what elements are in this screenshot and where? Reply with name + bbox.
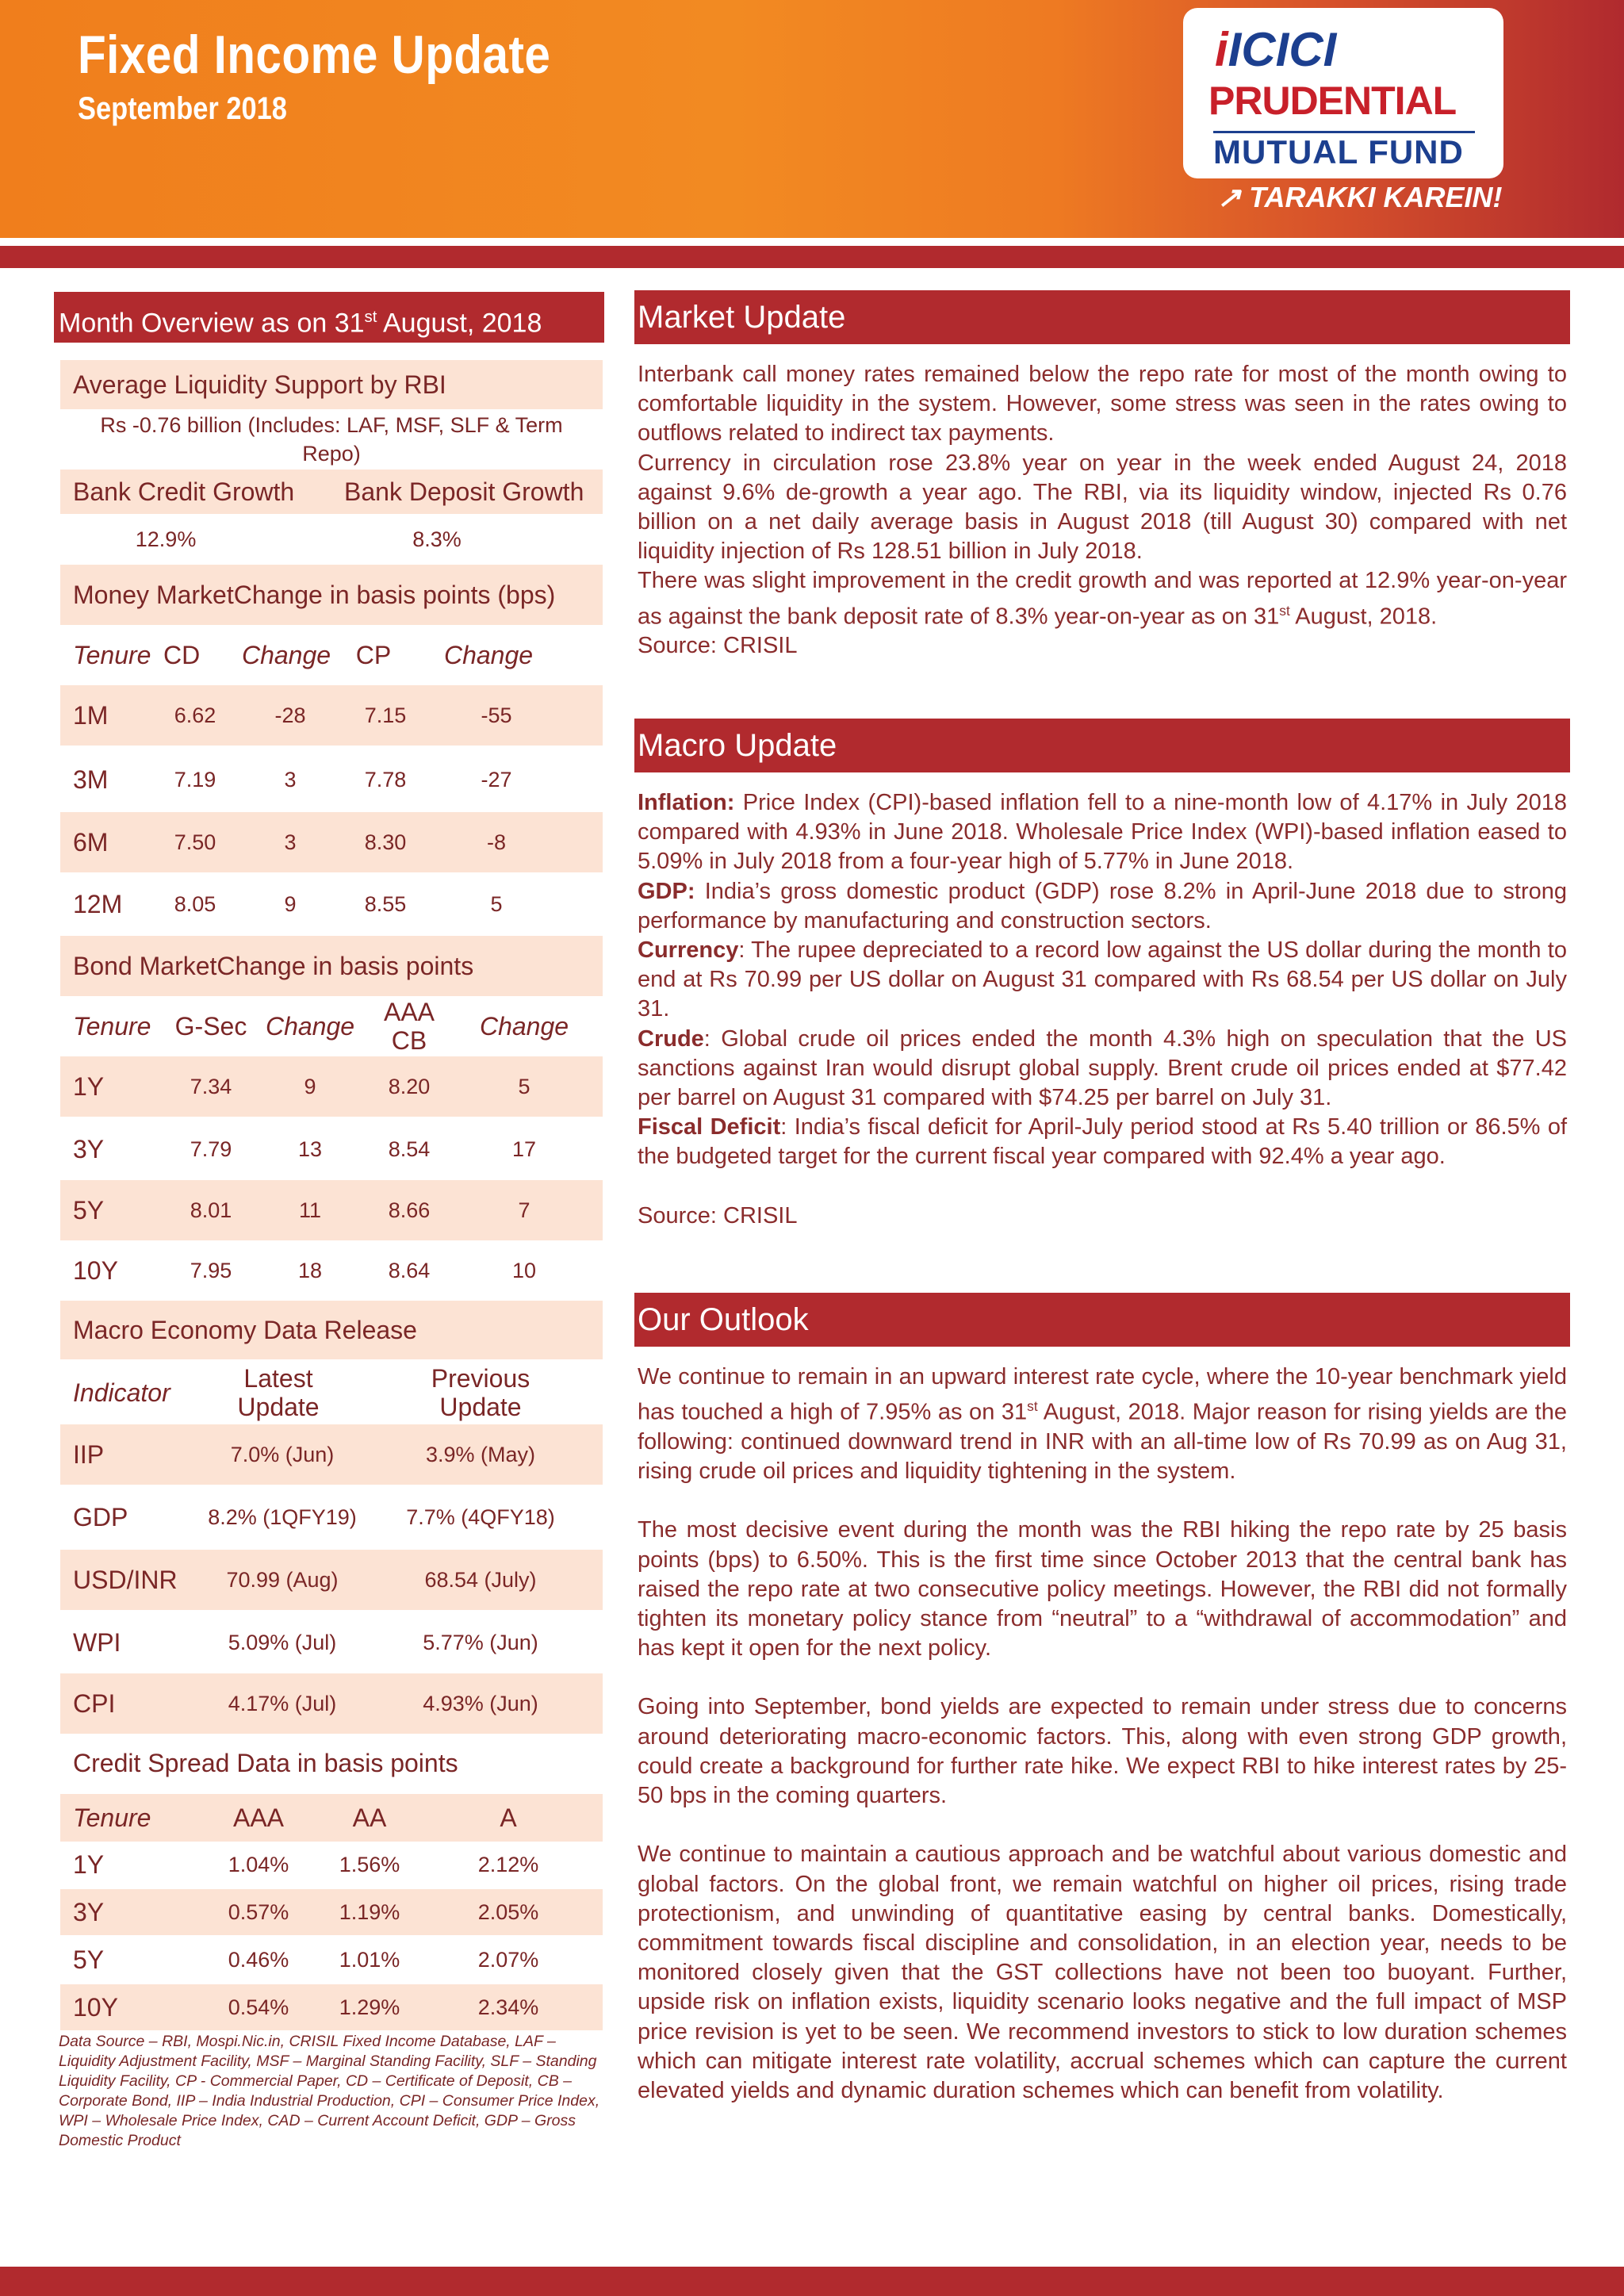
- macro-data-label: Macro Economy Data Release: [60, 1301, 603, 1359]
- table-row: 3M 7.19 3 7.78 -27: [73, 765, 512, 794]
- table-row: 3Y 7.79 13 8.54 17: [73, 1134, 537, 1163]
- credit-spread-header-row: Tenure AAA AA A: [60, 1794, 603, 1842]
- table-row: GDP 8.2% (1QFY19) 7.7% (4QFY18): [73, 1502, 555, 1531]
- credit-growth-values: 12.9% 8.3%: [135, 527, 462, 551]
- footer-bar: [0, 2267, 1624, 2296]
- header-band: [0, 246, 1624, 268]
- table-row: 6M 7.50 3 8.30 -8: [60, 812, 603, 872]
- money-market-label: Money Market Change in basis points (bps): [60, 565, 603, 625]
- outlook-heading: Our Outlook: [634, 1293, 1570, 1347]
- table-row: 10Y 0.54% 1.29% 2.34%: [60, 1984, 603, 2030]
- table-row: WPI 5.09% (Jul) 5.77% (Jun): [73, 1627, 538, 1657]
- macro-header-row: Indicator Latest Update Previous Update: [73, 1364, 530, 1421]
- table-row: USD/INR 70.99 (Aug) 68.54 (July): [60, 1550, 603, 1610]
- table-row: 5Y 8.01 11 8.66 7: [60, 1180, 603, 1240]
- page-subtitle: September 2018: [78, 91, 287, 126]
- month-overview-heading: Month Overview as on 31st August, 2018: [54, 292, 604, 343]
- money-market-header-row: Tenure CD Change CP Change: [73, 640, 534, 669]
- logo-line-prudential: PRUDENTIAL: [1208, 79, 1457, 123]
- bond-market-header-row: Tenure G-Sec Change AAA CB Change: [73, 998, 569, 1055]
- table-row: 12M 8.05 9 8.55 5: [73, 889, 503, 918]
- header-stripe: [0, 238, 1624, 246]
- logo-line-icici: iICICI: [1215, 23, 1337, 76]
- table-row: 5Y 0.46% 1.01% 2.07%: [73, 1945, 539, 1974]
- liquidity-section-label: Average Liquidity Support by RBI: [60, 360, 603, 409]
- table-row: 1M 6.62 -28 7.15 -55: [60, 685, 603, 746]
- icici-prudential-logo: [1183, 8, 1503, 178]
- table-row: 3Y 0.57% 1.19% 2.05%: [60, 1889, 603, 1935]
- tagline-arrow-icon: ↗: [1217, 181, 1250, 213]
- macro-update-heading: Macro Update: [634, 719, 1570, 772]
- table-row: IIP 7.0% (Jun) 3.9% (May): [60, 1424, 603, 1485]
- credit-growth-labels: Bank Credit Growth Bank Deposit Growth: [60, 470, 603, 514]
- bond-market-label: Bond Market Change in basis points: [60, 936, 603, 996]
- liquidity-value: Rs -0.76 billion (Includes: LAF, MSF, SLF & Term Repo): [100, 413, 563, 466]
- table-row: CPI 4.17% (Jul) 4.93% (Jun): [60, 1673, 603, 1734]
- credit-spread-label: Credit Spread Data in basis points: [73, 1748, 458, 1777]
- macro-update-text: Inflation: Price Index (CPI)-based inflation fell to a nine-month low of 4.17% in July 2018 compared with 4.93% in June 2018. Wholesale Price Index (WPI)-based inflation eased to 5.09% in July 2018 from a four-year high of 5.77% in June 2018. GDP: India’s gross domestic product (GDP) rose 8.2% in April-June 2018 due to strong performance by manufacturing and construction sectors. Currency: The rupee depreciated to a record low against the US dollar during the month to end at Rs 70.99 per US dollar on August 31 compared with Rs 68.54 per US dollar on July 31. Crude: Global crude oil prices ended the month 4.3% high on speculation that the US sanctions against Iran would disrupt global supply. Brent crude oil prices ended at $77.42 per barrel on August 31 compared with $74.25 per barrel on July 31. Fiscal Deficit: India’s fiscal deficit for April-July period stood at Rs 5.40 trillion or 86.5% of the budgeted target for the current fiscal year compared with 92.4% a year ago. Source: CRISIL: [638, 790, 1568, 1228]
- market-update-text: Interbank call money rates remained below the repo rate for most of the month owing to comfortable liquidity in the system. However, some stress was seen in the rates owing to outflows related to indirect tax payments. Currency in circulation rose 23.8% year on year in the week ended August 24, 2018 against 9.6% de-growth a year ago. The RBI, via its liquidity window, injected Rs 0.76 billion on a net daily average basis in August 2018 (till August 30) compared with net liquidity injection of Rs 128.51 billion in July 2018. There was slight improvement in the credit growth and was reported at 12.9% year-on-year as against the bank deposit rate of 8.3% year-on-year as on 31st August, 2018. Source: CRISIL: [638, 362, 1567, 659]
- data-source-footnote: Data Source – RBI, Mospi.Nic.in, CRISIL Fixed Income Database, LAF – Liquidity Adjustment Facility, MSF – Marginal Standing Facility, SLF – Standing Liquidity Facility, CP - Commercial Paper, CD – Certificate of Deposit, CB – Corporate Bond, IIP – India Industrial Production, CPI – Consumer Price Index, WPI – Wholesale Price Index, CAD – Current Account Deficit, GDP – Gross Domestic Product: [59, 2033, 600, 2149]
- market-update-heading: Market Update: [634, 290, 1570, 344]
- table-row: 1Y 1.04% 1.56% 2.12%: [73, 1849, 539, 1879]
- table-row: 10Y 7.95 18 8.64 10: [73, 1255, 537, 1285]
- outlook-text: We continue to remain in an upward interest rate cycle, where the 10-year benchmark yield has touched a high of 7.95% as on 31st August, 2018. Major reason for rising yields are the following: continued downward trend in INR with an all-time low of Rs 70.99 as on Aug 31, rising crude oil prices and liquidity tightening in the system. The most decisive event during the month was the RBI hiking the repo rate by 25 basis points (bps) to 6.50%. This is the first time since October 2013 that the central bank has raised the repo rate at two consecutive policy meetings. However, the RBI did not formally tighten its monetary policy stance from “neutral” to a “withdrawal of accommodation” and has kept it open for the next policy. Going into September, bond yields are expected to remain under stress due to concerns around deteriorating macro-economic factors. This, along with even strong GDP growth, could create a background for further rate hike. We expect RBI to hike interest rates by 25-50 bps in the coming quarters. We continue to maintain a cautious approach and be watchful about various domestic and global factors. On the global front, we remain watchful on higher oil prices, rising trade protectionism, and unwinding of quantitative easing by central banks. Domestically, commitment towards fiscal discipline and consolidation, in an election year, needs to be monitored closely given that the GST collections have not been too buoyant. Further, upside risk on inflation exists, liquidity scenario looks negative and the full impact of MSP price revision is yet to be seen. We recommend investors to stick to low duration schemes which can mitigate interest rate volatility, accrual schemes which can capture the current elevated yields and dynamic duration schemes which can benefit from volatility.: [638, 1364, 1567, 2103]
- page-title: Fixed Income Update: [78, 25, 551, 85]
- tagline: ↗ TARAKKI KAREIN!: [1217, 181, 1503, 213]
- logo-line-mutual-fund: MUTUAL FUND: [1213, 133, 1464, 171]
- table-row: 1Y 7.34 9 8.20 5: [60, 1056, 603, 1117]
